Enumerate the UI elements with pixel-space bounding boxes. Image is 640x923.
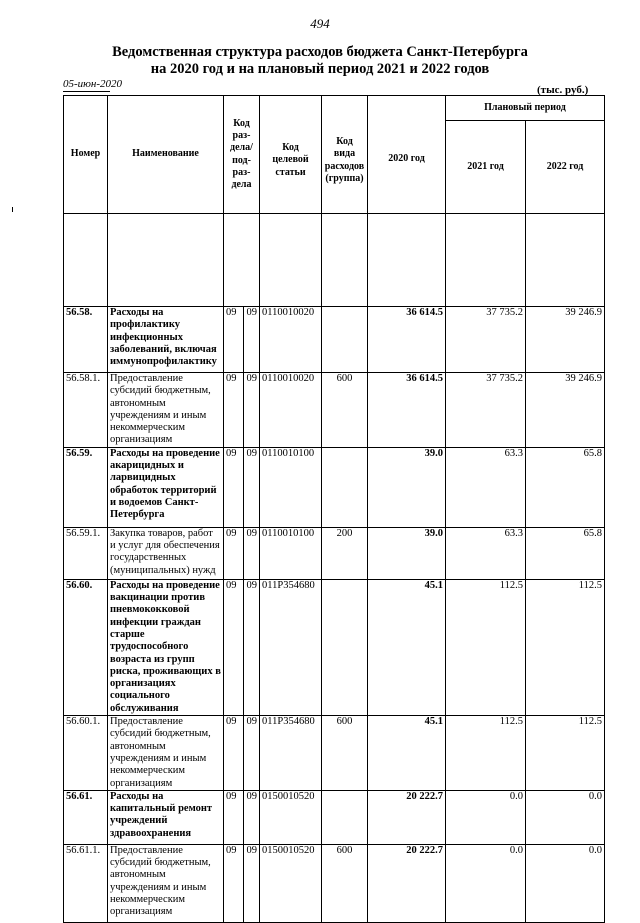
row-amount-2020: 36 614.5 <box>368 373 446 448</box>
row-amount-2020: 20 222.7 <box>368 844 446 922</box>
row-number: 56.58.1. <box>64 373 108 448</box>
header-name: Наименование <box>108 96 224 214</box>
row-podrazdel: 09 <box>244 844 260 922</box>
header-2020: 2020 год <box>368 96 446 214</box>
row-podrazdel: 09 <box>244 716 260 791</box>
row-amount-2020: 45.1 <box>368 579 446 715</box>
table-row <box>64 527 605 579</box>
row-amount-2022: 112.5 <box>526 579 605 715</box>
header-razdel-line: дела/ <box>230 142 253 154</box>
table-row <box>64 579 605 715</box>
header-razdel-line: раз- <box>232 166 251 178</box>
header-razdel-line: под- <box>232 154 251 166</box>
row-amount-2021: 37 735.2 <box>446 307 526 373</box>
row-amount-2021: 112.5 <box>446 716 526 791</box>
title-line-1: Ведомственная структура расходов бюджета Санкт-Петербурга <box>112 44 528 60</box>
row-vid-code: 600 <box>322 844 368 922</box>
table-row <box>64 373 605 448</box>
page-number: 494 <box>310 16 330 31</box>
row-target-code: 011P354680 <box>260 716 322 791</box>
row-target-code: 0150010520 <box>260 844 322 922</box>
header-vid <box>322 96 368 214</box>
row-amount-2022: 65.8 <box>526 527 605 579</box>
row-name: Предоставление субсидий бюджетным, автономным учреждениям и иным некоммерческим организациям <box>108 716 224 791</box>
row-number: 56.60. <box>64 579 108 715</box>
row-number: 56.59.1. <box>64 527 108 579</box>
header-target-line: Код <box>282 142 299 154</box>
header-vid-line: расходов <box>324 160 365 172</box>
row-razdel: 09 <box>224 307 244 373</box>
report-date: 05-июн-2020 <box>63 78 123 90</box>
header-razdel-line: раз- <box>232 129 251 141</box>
row-vid-code <box>322 579 368 715</box>
row-amount-2022: 65.8 <box>526 447 605 527</box>
row-target-code: 011P354680 <box>260 579 322 715</box>
row-vid-code: 600 <box>322 373 368 448</box>
row-target-code: 0110010100 <box>260 527 322 579</box>
row-name: Расходы на профилактику инфекционных заболеваний, включая иммунопрофилактику <box>108 307 224 373</box>
document-title <box>0 44 640 78</box>
table-row <box>64 844 605 922</box>
row-podrazdel: 09 <box>244 790 260 844</box>
table-body <box>64 307 605 923</box>
header-razdel <box>224 96 260 214</box>
row-number: 56.58. <box>64 307 108 373</box>
row-target-code: 0110010100 <box>260 447 322 527</box>
row-number: 56.60.1. <box>64 716 108 791</box>
row-amount-2020: 45.1 <box>368 716 446 791</box>
unit-label: (тыс. руб.) <box>537 84 589 96</box>
row-vid-code: 200 <box>322 527 368 579</box>
table-row <box>64 716 605 791</box>
row-target-code: 0110010020 <box>260 373 322 448</box>
row-vid-code <box>322 447 368 527</box>
row-name: Предоставление субсидий бюджетным, автономным учреждениям и иным некоммерческим организациям <box>108 844 224 922</box>
row-target-code: 0110010020 <box>260 307 322 373</box>
table-row <box>64 790 605 844</box>
row-number: 56.61.1. <box>64 844 108 922</box>
row-podrazdel: 09 <box>244 373 260 448</box>
row-name: Предоставление субсидий бюджетным, автономным учреждениям и иным некоммерческим организациям <box>108 373 224 448</box>
title-line-2: на 2020 год и на плановый период 2021 и 2022 годов <box>150 61 490 77</box>
row-amount-2021: 63.3 <box>446 447 526 527</box>
budget-table <box>63 95 605 923</box>
row-number: 56.59. <box>64 447 108 527</box>
header-vid-line: (группа) <box>325 172 364 184</box>
row-amount-2022: 39 246.9 <box>526 307 605 373</box>
row-razdel: 09 <box>224 844 244 922</box>
row-amount-2022: 0.0 <box>526 790 605 844</box>
row-razdel: 09 <box>224 447 244 527</box>
row-amount-2020: 36 614.5 <box>368 307 446 373</box>
row-podrazdel: 09 <box>244 447 260 527</box>
header-number: Номер <box>64 96 108 214</box>
row-amount-2020: 39.0 <box>368 527 446 579</box>
row-vid-code <box>322 307 368 373</box>
row-name: Расходы на проведение акарицидных и ларвицидных обработок территорий и водоемов Санкт-Петербурга <box>108 447 224 527</box>
table-row <box>64 447 605 527</box>
table-header <box>64 96 605 307</box>
row-amount-2022: 0.0 <box>526 844 605 922</box>
header-vid-line: вида <box>333 148 356 160</box>
header-target <box>260 96 322 214</box>
row-amount-2021: 112.5 <box>446 579 526 715</box>
row-razdel: 09 <box>224 579 244 715</box>
row-amount-2021: 0.0 <box>446 844 526 922</box>
row-podrazdel: 09 <box>244 527 260 579</box>
row-target-code: 0150010520 <box>260 790 322 844</box>
header-planned-period: Плановый период <box>446 96 605 121</box>
row-name: Закупка товаров, работ и услуг для обеспечения государственных (муниципальных) нужд <box>108 527 224 579</box>
row-podrazdel: 09 <box>244 307 260 373</box>
row-vid-code: 600 <box>322 716 368 791</box>
row-razdel: 09 <box>224 527 244 579</box>
header-razdel-line: Код <box>233 117 250 129</box>
row-amount-2020: 39.0 <box>368 447 446 527</box>
row-number: 56.61. <box>64 790 108 844</box>
header-razdel-line: дела <box>231 179 252 191</box>
row-amount-2021: 63.3 <box>446 527 526 579</box>
row-name: Расходы на проведение вакцинации против пневмококковой инфекции граждан старше трудоспособного возраста из групп риска, проживающих в организациях социального обслуживания <box>108 579 224 715</box>
row-vid-code <box>322 790 368 844</box>
date-underline <box>63 91 110 92</box>
header-target-line: целевой <box>272 154 309 166</box>
row-amount-2021: 37 735.2 <box>446 373 526 448</box>
row-amount-2020: 20 222.7 <box>368 790 446 844</box>
margin-mark <box>12 207 13 212</box>
row-amount-2021: 0.0 <box>446 790 526 844</box>
table-row <box>64 307 605 373</box>
header-target-line: статьи <box>275 166 306 178</box>
row-amount-2022: 112.5 <box>526 716 605 791</box>
header-vid-line: Код <box>336 135 353 147</box>
row-razdel: 09 <box>224 373 244 448</box>
row-name: Расходы на капитальный ремонт учреждений здравоохранения <box>108 790 224 844</box>
row-amount-2022: 39 246.9 <box>526 373 605 448</box>
row-razdel: 09 <box>224 716 244 791</box>
row-razdel: 09 <box>224 790 244 844</box>
row-podrazdel: 09 <box>244 579 260 715</box>
header-2022: 2022 год <box>526 121 605 214</box>
header-2021: 2021 год <box>446 121 526 214</box>
